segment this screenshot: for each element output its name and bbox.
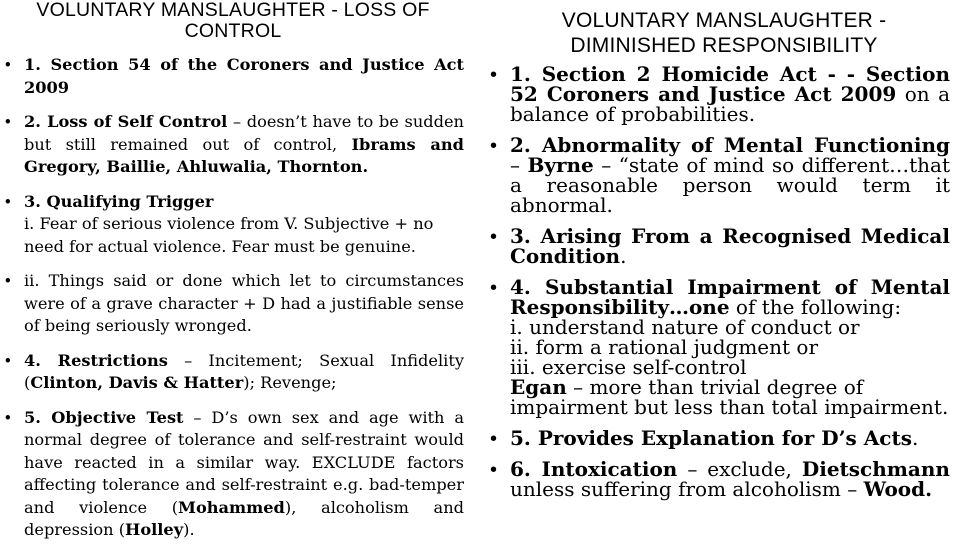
right-bullet-explanation bbox=[488, 428, 950, 448]
bold-text: 4. Substantial Impairment of Mental Responsibility…one bbox=[510, 275, 950, 319]
left-heading-line1: VOLUNTARY MANSLAUGHTER - LOSS OF bbox=[36, 0, 430, 21]
case-names: Ibrams and Gregory, Baillie, Ahluwalia, Thornton. bbox=[24, 134, 464, 176]
body-text: – doesn’t have to be sudden but still remained out of control, bbox=[24, 112, 464, 154]
left-bullet-restrictions bbox=[0, 350, 466, 395]
bold-text: 1. Section 54 of the Coroners and Justice Act 2009 bbox=[24, 55, 464, 97]
impairment-option-i: i. understand nature of conduct or bbox=[510, 315, 860, 339]
bold-text: 3. Arising From a Recognised Medical Condition bbox=[510, 224, 950, 268]
left-bullet-loss-of-self-control bbox=[0, 111, 466, 179]
body-text: ), alcoholism and depression ( bbox=[24, 497, 464, 539]
left-bullet-list bbox=[0, 54, 466, 542]
left-bullet-section-54 bbox=[0, 54, 466, 99]
left-bullet-objective-test bbox=[0, 407, 466, 542]
left-heading-line2: CONTROL bbox=[184, 20, 282, 42]
bold-text: 2. Abnormality of Mental Functioning bbox=[510, 133, 950, 157]
impairment-option-ii: ii. form a rational judgment or bbox=[510, 335, 818, 359]
body-text: ). bbox=[183, 520, 195, 539]
bold-text: 1. Section 2 Homicide Act - - Section 52 Coroners and Justice Act 2009 bbox=[510, 62, 950, 106]
body-text: unless suffering from alcoholism – bbox=[510, 477, 864, 501]
case-names: Mohammed bbox=[178, 497, 285, 517]
bold-text: 2. Loss of Self Control bbox=[24, 112, 228, 131]
body-text: – more than trivial degree of impairment but less than total impairment. bbox=[510, 375, 949, 419]
left-bullet-things-said-or-done bbox=[0, 270, 466, 338]
bold-text: 6. Intoxication bbox=[510, 457, 678, 481]
case-names: Byrne bbox=[527, 153, 594, 177]
case-names: Holley bbox=[125, 520, 184, 539]
body-text: ii. Things said or done which let to circumstances were of a grave character + D had a justifiable sense of being seriously wronged. bbox=[24, 271, 464, 335]
body-text: . bbox=[911, 426, 919, 450]
right-bullet-recognised-condition bbox=[488, 226, 950, 266]
right-heading bbox=[488, 0, 950, 58]
bold-text: 3. Qualifying Trigger bbox=[24, 191, 214, 211]
case-names: Clinton, Davis & Hatter bbox=[30, 373, 244, 392]
right-column bbox=[488, 0, 950, 510]
right-heading-line2: DIMINISHED RESPONSIBILITY bbox=[570, 34, 878, 57]
left-column bbox=[0, 0, 466, 554]
right-bullet-intoxication bbox=[488, 459, 950, 499]
case-names: Egan bbox=[510, 375, 567, 399]
left-bullet-qualifying-trigger bbox=[0, 191, 466, 259]
body-text: of the following: bbox=[729, 295, 902, 319]
impairment-option-iii: iii. exercise self-control bbox=[510, 355, 747, 379]
body-text: . bbox=[620, 244, 627, 268]
body-text: on a balance of probabilities. bbox=[510, 82, 951, 126]
body-text: – Incitement; Sexual Infidelity ( bbox=[24, 350, 464, 392]
right-heading-line1: VOLUNTARY MANSLAUGHTER - bbox=[561, 9, 887, 32]
left-heading bbox=[0, 0, 466, 42]
body-text: ); Revenge; bbox=[243, 373, 337, 392]
body-text: – “state of mind so different…that a reasonable person would term it abnormal. bbox=[510, 153, 951, 217]
case-names: Dietschmann bbox=[801, 457, 950, 481]
bold-text: 5. Objective Test bbox=[24, 407, 184, 427]
body-text: – exclude, bbox=[677, 457, 802, 481]
right-bullet-abnormality bbox=[488, 135, 950, 215]
right-bullet-section-2 bbox=[488, 64, 950, 124]
right-bullet-substantial-impairment bbox=[488, 277, 950, 417]
right-bullet-list bbox=[488, 64, 950, 499]
bold-text: 5. Provides Explanation for D’s Acts bbox=[510, 426, 912, 450]
case-names: Wood. bbox=[863, 477, 933, 501]
body-text: – bbox=[510, 153, 528, 177]
body-text: i. Fear of serious violence from V. Subjective + no need for actual violence. Fear must be genuine. bbox=[24, 214, 434, 256]
bold-text: 4. Restrictions bbox=[24, 350, 168, 370]
body-text: – D’s own sex and age with a normal degree of tolerance and self-restraint would have reacted in a similar way. EXCLUDE factors affecting tolerance and self-restraint e.g. bad-temper and violence ( bbox=[24, 407, 464, 517]
egan-note bbox=[510, 377, 950, 417]
